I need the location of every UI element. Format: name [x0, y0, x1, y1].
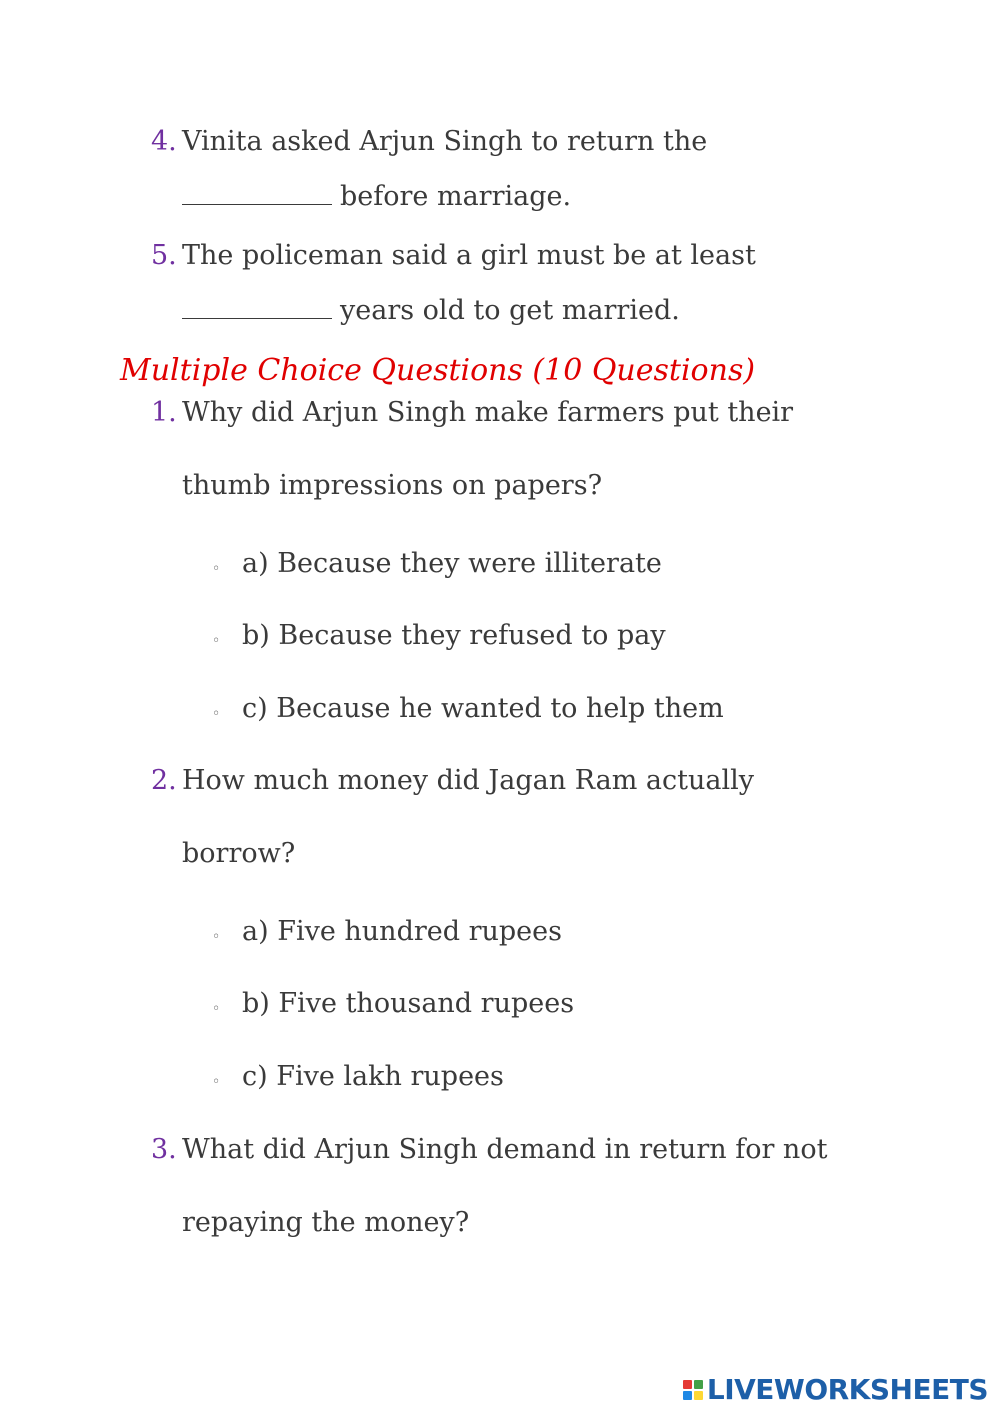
question-text: years old to get married. — [340, 295, 680, 326]
bullet-icon: ◦ — [212, 633, 221, 649]
bullet-icon: ◦ — [212, 1001, 221, 1017]
option-text: b) Because they refused to pay — [242, 620, 666, 651]
question-text: borrow? — [182, 838, 296, 869]
option-text: b) Five thousand rupees — [242, 988, 575, 1019]
option-text: c) Because he wanted to help them — [242, 693, 724, 724]
answer-blank[interactable] — [182, 296, 332, 319]
logo-text: LIVEWORKSHEETS — [706, 1373, 988, 1406]
option-text: a) Because they were illiterate — [242, 548, 662, 579]
logo-mark-icon — [683, 1380, 703, 1400]
bullet-icon: ◦ — [212, 1074, 221, 1090]
option-text: a) Five hundred rupees — [242, 916, 562, 947]
logo-square — [683, 1391, 692, 1400]
bullet-icon: ◦ — [212, 561, 221, 577]
question-number: 2. — [151, 765, 177, 796]
question-number: 1. — [151, 397, 177, 428]
question-number: 3. — [151, 1134, 177, 1165]
logo-square — [683, 1380, 692, 1389]
option-text: c) Five lakh rupees — [242, 1061, 504, 1092]
question-text: What did Arjun Singh demand in return for not — [182, 1134, 828, 1165]
bullet-icon: ◦ — [212, 706, 221, 722]
answer-blank[interactable] — [182, 182, 332, 205]
question-text: Vinita asked Arjun Singh to return the — [182, 126, 708, 157]
logo-square — [694, 1391, 703, 1400]
question-text: The policeman said a girl must be at least — [182, 240, 756, 271]
question-number: 4. — [151, 126, 177, 157]
question-text: Why did Arjun Singh make farmers put their — [182, 397, 794, 428]
liveworksheets-logo — [683, 1373, 988, 1406]
logo-square — [694, 1380, 703, 1389]
bullet-icon: ◦ — [212, 929, 221, 945]
question-text: before marriage. — [340, 181, 572, 212]
question-number: 5. — [151, 240, 177, 271]
question-text: repaying the money? — [182, 1207, 470, 1238]
question-text: thumb impressions on papers? — [182, 470, 603, 501]
question-text: How much money did Jagan Ram actually — [182, 765, 755, 796]
mcq-heading: Multiple Choice Questions (10 Questions) — [120, 353, 756, 388]
